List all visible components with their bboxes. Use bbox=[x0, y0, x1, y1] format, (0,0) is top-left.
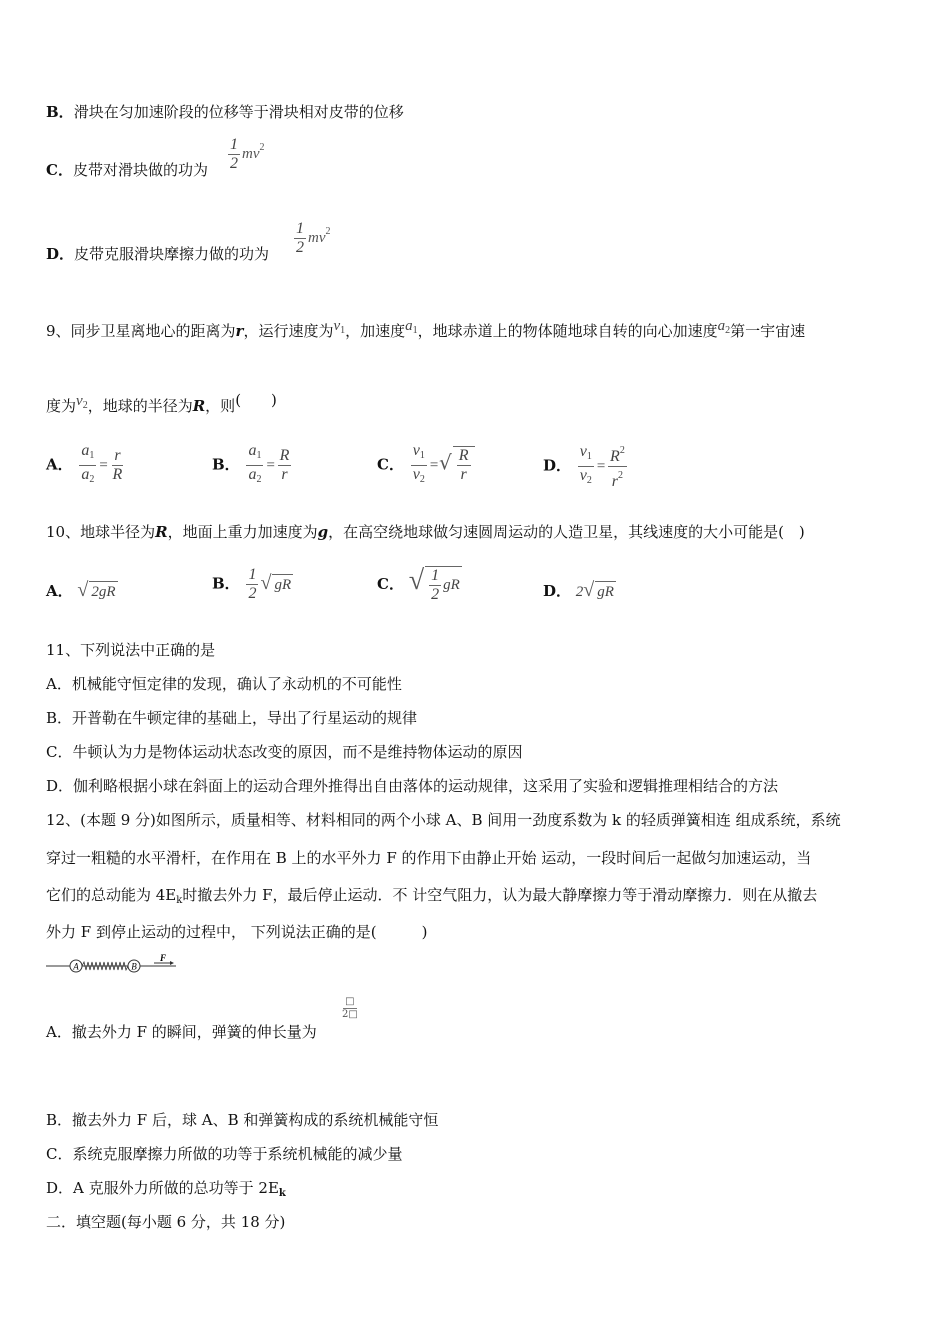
mv: mv bbox=[242, 145, 260, 162]
text: 它们的总动能为 4E bbox=[46, 886, 177, 904]
var-r: r bbox=[235, 322, 244, 340]
option-letter: C． bbox=[46, 161, 73, 179]
q9-stem-line1 bbox=[46, 316, 805, 341]
sub: 2 bbox=[725, 325, 731, 336]
denominator: 2 bbox=[296, 239, 304, 256]
q11-option-b: B．开普勒在牛顿定律的基础上，导出了行星运动的规律 bbox=[46, 709, 418, 727]
den: v bbox=[579, 467, 587, 484]
fraction bbox=[246, 442, 263, 489]
q12-option-b: B．撤去外力 F 后，球 A、B 和弹簧构成的系统机械能守恒 bbox=[46, 1111, 439, 1129]
spring-coil bbox=[82, 962, 128, 970]
den: a bbox=[81, 466, 90, 483]
option-letter: A． bbox=[46, 455, 73, 474]
fraction-half bbox=[294, 220, 306, 257]
q8-c-formula bbox=[226, 136, 265, 173]
ball-b-label: B bbox=[131, 961, 137, 972]
force-label: F bbox=[160, 954, 167, 963]
den: r bbox=[611, 473, 619, 490]
option-letter: D． bbox=[543, 456, 572, 475]
num: R bbox=[610, 448, 620, 465]
q9-option-a bbox=[46, 442, 126, 489]
exponent: 2 bbox=[325, 225, 331, 237]
var-a2 bbox=[718, 318, 731, 334]
q8-d-formula bbox=[292, 220, 331, 257]
sub-k: k bbox=[278, 1188, 286, 1199]
q10-option-b bbox=[212, 566, 293, 603]
q9-option-b bbox=[212, 442, 293, 489]
option-text: 皮带对滑块做的功为 bbox=[72, 161, 208, 179]
num: 1 bbox=[248, 566, 257, 583]
num: a bbox=[248, 442, 257, 459]
mv: mv bbox=[308, 229, 326, 246]
spring-figure bbox=[46, 954, 178, 978]
numerator: 1 bbox=[230, 136, 238, 153]
text: A．撤去外力 F 的瞬间，弹簧的伸长量为 bbox=[46, 1023, 317, 1041]
numerator: 1 bbox=[296, 220, 304, 237]
var-g: g bbox=[317, 523, 329, 541]
option-letter: C． bbox=[377, 455, 404, 474]
num: a bbox=[81, 442, 90, 459]
sub: 1 bbox=[89, 450, 95, 461]
q9-option-c bbox=[377, 442, 475, 489]
text: D．A 克服外力所做的总功等于 2E bbox=[46, 1179, 279, 1197]
den: 2 bbox=[431, 586, 440, 603]
sub: 1 bbox=[412, 325, 418, 336]
den: 2 bbox=[248, 585, 257, 602]
fraction bbox=[411, 442, 427, 489]
var-a1 bbox=[405, 318, 418, 334]
q10-option-d bbox=[543, 580, 616, 602]
text: ，地面上重力加速度为 bbox=[167, 523, 318, 541]
equals: = bbox=[98, 457, 109, 474]
option-text: 滑块在匀加速阶段的位移等于滑块相对皮带的位移 bbox=[73, 103, 404, 121]
q11-option-d: D．伽利略根据小球在斜面上的运动合理外推得出自由落体的运动规律，这采用了实验和逻辑推理相结合的方法 bbox=[46, 777, 779, 795]
sup: 2 bbox=[619, 445, 625, 456]
num: r bbox=[114, 447, 121, 464]
q10-option-a bbox=[46, 580, 118, 602]
option-letter: D． bbox=[46, 245, 75, 263]
option-letter: B． bbox=[212, 574, 240, 593]
option-letter: C． bbox=[377, 574, 404, 593]
v: v bbox=[333, 318, 341, 334]
ball-a-label: A bbox=[73, 961, 79, 972]
text: 度为 bbox=[46, 397, 77, 415]
q8-option-b bbox=[46, 102, 404, 122]
expr: gR bbox=[443, 576, 460, 593]
sqrt-icon: √ bbox=[260, 571, 272, 594]
sqrt-icon: √ bbox=[583, 579, 595, 601]
var-v1 bbox=[333, 318, 345, 334]
fraction bbox=[111, 447, 125, 484]
den: a bbox=[248, 466, 257, 483]
option-letter: B． bbox=[46, 103, 74, 121]
equals: = bbox=[265, 457, 276, 474]
text: ，在高空绕地球做匀速圆周运动的人造卫星，其线速度的大小可能是( ) bbox=[328, 523, 805, 541]
sqrt-icon: √ bbox=[77, 579, 89, 601]
q11-option-a: A．机械能守恒定律的发现，确认了永动机的不可能性 bbox=[46, 675, 402, 693]
var-R: R bbox=[192, 397, 206, 415]
text: ，地球赤道上的物体随地球自转的向心加速度 bbox=[417, 322, 718, 340]
fraction-half bbox=[429, 567, 441, 604]
q12-stem-line4: 外力 F 到停止运动的过程中， 下列说法正确的是( ) bbox=[46, 923, 428, 941]
sub: 2 bbox=[419, 474, 425, 485]
fraction bbox=[79, 442, 96, 489]
section-heading: 二．填空题(每小题 6 分，共 18 分) bbox=[46, 1213, 286, 1231]
q12-stem-line3 bbox=[46, 885, 817, 911]
sub: 2 bbox=[89, 474, 95, 485]
sub: 1 bbox=[586, 451, 592, 462]
text: ，则 bbox=[205, 397, 236, 415]
option-letter: D． bbox=[543, 582, 572, 600]
coef: 2 bbox=[575, 584, 584, 600]
num: v bbox=[579, 443, 587, 460]
text: 第一宇宙速 bbox=[730, 322, 806, 340]
option-letter: B． bbox=[212, 455, 240, 474]
sub: 2 bbox=[82, 400, 88, 411]
q10-option-c bbox=[377, 566, 462, 604]
a: a bbox=[405, 318, 413, 334]
q8-option-d bbox=[46, 244, 269, 264]
text: ，加速度 bbox=[345, 322, 406, 340]
force-arrowhead bbox=[170, 961, 174, 965]
text: 10、地球半径为 bbox=[46, 523, 156, 541]
var-v2 bbox=[76, 393, 88, 409]
num: 1 bbox=[431, 567, 440, 584]
q12-stem-line1: 12、(本题 9 分)如图所示，质量相等、材料相同的两个小球 A、B 间用一劲度系数为 k 的轻质弹簧相连 组成系统，系统 bbox=[46, 811, 841, 829]
sub: 1 bbox=[340, 325, 346, 336]
text: ，地球的半径为 bbox=[87, 397, 193, 415]
sqrt-icon: √ bbox=[408, 564, 425, 596]
den: v bbox=[412, 466, 420, 483]
q10-stem bbox=[46, 522, 805, 542]
option-text: 皮带克服滑块摩擦力做的功为 bbox=[74, 245, 270, 263]
sub: 2 bbox=[586, 475, 592, 486]
q12-a-fraction bbox=[342, 996, 358, 1021]
den: r bbox=[460, 466, 467, 483]
sub: 1 bbox=[256, 450, 262, 461]
answer-paren: ( ) bbox=[235, 391, 277, 409]
equals: = bbox=[595, 458, 607, 475]
sqrt-icon: √ bbox=[438, 450, 452, 475]
fraction bbox=[608, 442, 627, 491]
a: a bbox=[717, 318, 726, 334]
num: □ bbox=[345, 996, 355, 1007]
fraction bbox=[278, 447, 292, 484]
v: v bbox=[76, 393, 83, 409]
q12-option-d bbox=[46, 1178, 286, 1204]
expr: 2gR bbox=[89, 581, 117, 602]
sup: 2 bbox=[618, 470, 624, 481]
fraction-half bbox=[246, 566, 258, 603]
sub: 2 bbox=[256, 474, 262, 485]
expr: gR bbox=[272, 574, 293, 595]
fraction-half bbox=[228, 136, 240, 173]
option-letter: A． bbox=[46, 582, 73, 600]
den: 2□ bbox=[342, 1009, 358, 1020]
denominator: 2 bbox=[230, 155, 238, 172]
text: ，运行速度为 bbox=[243, 322, 334, 340]
q11-stem: 11、下列说法中正确的是 bbox=[46, 641, 216, 659]
exponent: 2 bbox=[259, 141, 265, 153]
num: R bbox=[458, 447, 469, 464]
q11-option-c: C．牛顿认为力是物体运动状态改变的原因，而不是维持物体运动的原因 bbox=[46, 743, 523, 761]
expr: gR bbox=[595, 581, 616, 602]
text: 时撤去外力 F，最后停止运动．不 计空气阻力，认为最大静摩擦力等于滑动摩擦力．则在从撤去 bbox=[182, 886, 818, 904]
sub-k: k bbox=[176, 895, 183, 906]
fraction bbox=[457, 447, 471, 484]
q9-stem-line2 bbox=[46, 390, 277, 416]
fraction bbox=[578, 443, 594, 490]
q9-option-d bbox=[543, 442, 629, 491]
num: R bbox=[279, 447, 290, 464]
den: R bbox=[112, 466, 123, 483]
equals: = bbox=[428, 457, 439, 474]
q8-option-c bbox=[46, 160, 208, 180]
q12-option-a bbox=[46, 1022, 317, 1042]
var-R: R bbox=[155, 523, 168, 541]
text: 9、同步卫星离地心的距离为 bbox=[46, 322, 236, 340]
q12-option-c: C．系统克服摩擦力所做的功等于系统机械能的减少量 bbox=[46, 1145, 403, 1163]
sub: 1 bbox=[419, 450, 425, 461]
q12-stem-line2: 穿过一粗糙的水平滑杆，在作用在 B 上的水平外力 F 的作用下由静止开始 运动，一段时间后一起做匀加速运动，当 bbox=[46, 849, 812, 867]
den: r bbox=[281, 466, 288, 483]
num: v bbox=[412, 442, 420, 459]
